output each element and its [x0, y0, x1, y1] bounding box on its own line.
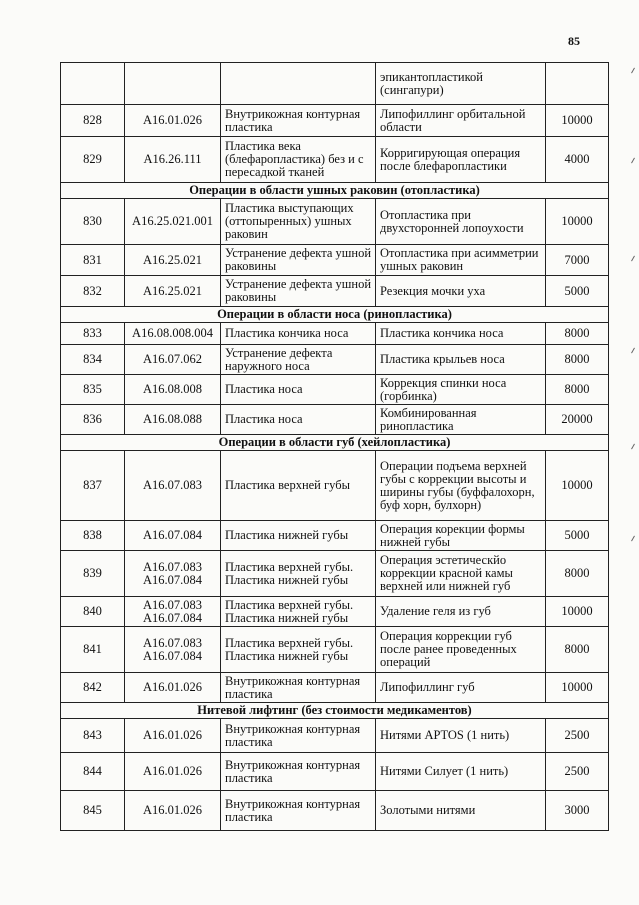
- row-number: 844: [61, 753, 125, 791]
- operation-name: Корригирующая операция после блефаропластики: [376, 137, 546, 183]
- operation-name: эпикантопластикой (сингапури): [376, 63, 546, 105]
- margin-mark: [631, 68, 635, 74]
- table-row: [61, 673, 609, 703]
- service-code: [125, 137, 221, 183]
- service-name: Пластика верхней губы. Пластика нижней губы: [221, 627, 376, 673]
- service-code: [125, 551, 221, 597]
- service-code-line: A16.01.026: [142, 803, 203, 817]
- service-code-line: A16.07.084: [142, 648, 203, 663]
- table-row: [61, 521, 609, 551]
- service-name: Пластика верхней губы. Пластика нижней губы: [221, 597, 376, 627]
- service-code: [125, 245, 221, 276]
- service-name: [221, 63, 376, 105]
- service-code: [125, 105, 221, 137]
- service-code-line: A16.07.083: [142, 597, 203, 612]
- row-number: 845: [61, 791, 125, 831]
- price-value: 10000: [546, 199, 609, 245]
- section-title: Нитевой лифтинг (без стоимости медикаментов): [61, 703, 609, 719]
- service-code-line: A16.01.026: [142, 113, 203, 127]
- row-number: 828: [61, 105, 125, 137]
- service-code-line: A16.07.083: [142, 478, 203, 492]
- operation-name: Удаление геля из губ: [376, 597, 546, 627]
- price-value: 8000: [546, 323, 609, 345]
- operation-name: Операция эстетическйо коррекции красной камы верхней или нижней губ: [376, 551, 546, 597]
- price-value: 10000: [546, 105, 609, 137]
- row-number: 838: [61, 521, 125, 551]
- row-number: [61, 63, 125, 105]
- margin-mark: [631, 158, 635, 164]
- service-code-line: A16.01.026: [142, 728, 203, 742]
- table-row: [61, 451, 609, 521]
- service-code: [125, 375, 221, 405]
- service-code: [125, 323, 221, 345]
- price-value: 4000: [546, 137, 609, 183]
- row-number: 830: [61, 199, 125, 245]
- price-list-body: [61, 63, 609, 831]
- service-code: [125, 597, 221, 627]
- price-value: 8000: [546, 627, 609, 673]
- section-title: Операции в области губ (хейлопластика): [61, 435, 609, 451]
- price-value: [546, 63, 609, 105]
- service-code: [125, 719, 221, 753]
- service-name: Внутрикожная контурная пластика: [221, 673, 376, 703]
- price-value: 2500: [546, 753, 609, 791]
- service-code-line: A16.07.083: [142, 559, 203, 574]
- operation-name: Нитями APTOS (1 нить): [376, 719, 546, 753]
- service-code: [125, 521, 221, 551]
- table-row: [61, 551, 609, 597]
- operation-name: Отопластика при асимметрии ушных раковин: [376, 245, 546, 276]
- table-row: [61, 627, 609, 673]
- operation-name: Липофиллинг губ: [376, 673, 546, 703]
- price-value: 7000: [546, 245, 609, 276]
- service-code-line: A16.25.021.001: [132, 214, 213, 228]
- row-number: 843: [61, 719, 125, 753]
- service-code-line: A16.01.026: [142, 764, 203, 778]
- table-row: [61, 199, 609, 245]
- row-number: 840: [61, 597, 125, 627]
- service-code: [125, 791, 221, 831]
- service-code-line: A16.08.008: [142, 382, 203, 396]
- table-row: [61, 597, 609, 627]
- section-header-row: [61, 307, 609, 323]
- row-number: 837: [61, 451, 125, 521]
- service-code: [125, 63, 221, 105]
- operation-name: Пластика крыльев носа: [376, 345, 546, 375]
- section-header-row: [61, 183, 609, 199]
- table-row: [61, 245, 609, 276]
- price-value: 8000: [546, 375, 609, 405]
- service-code-line: A16.25.021: [142, 283, 203, 298]
- price-value: 2500: [546, 719, 609, 753]
- service-name: Пластика выступающих (оттопыренных) ушных раковин: [221, 199, 376, 245]
- service-code-line: A16.07.062: [142, 352, 203, 366]
- service-code-line: A16.07.084: [142, 572, 203, 587]
- service-name: Пластика верхней губы. Пластика нижней губы: [221, 551, 376, 597]
- section-title: Операции в области ушных раковин (отопластика): [61, 183, 609, 199]
- service-code: [125, 673, 221, 703]
- service-name: Внутрикожная контурная пластика: [221, 719, 376, 753]
- section-header-row: [61, 435, 609, 451]
- service-code-line: A16.08.088: [142, 412, 203, 426]
- service-code-line: A16.07.083: [142, 635, 203, 650]
- row-number: 833: [61, 323, 125, 345]
- service-code-line: A16.08.008.004: [132, 326, 213, 340]
- table-row: [61, 63, 609, 105]
- operation-name: Резекция мочки уха: [376, 276, 546, 307]
- price-value: 8000: [546, 345, 609, 375]
- operation-name: Операция коррекции губ после ранее проведенных операций: [376, 627, 546, 673]
- operation-name: Операции подъема верхней губы с коррекции высоты и ширины губы (буффалохорн, буф хорн, булхорн): [376, 451, 546, 521]
- table-row: [61, 137, 609, 183]
- table-row: [61, 276, 609, 307]
- price-value: 5000: [546, 521, 609, 551]
- service-name: Пластика верхней губы: [221, 451, 376, 521]
- price-value: 5000: [546, 276, 609, 307]
- service-name: Пластика носа: [221, 375, 376, 405]
- section-header-row: [61, 703, 609, 719]
- service-code-line: A16.07.084: [142, 610, 203, 625]
- row-number: 831: [61, 245, 125, 276]
- price-value: 10000: [546, 597, 609, 627]
- section-title: Операции в области носа (ринопластика): [61, 307, 609, 323]
- operation-name: Коррекция спинки носа (горбинка): [376, 375, 546, 405]
- operation-name: Отопластика при двухсторонней лопоухости: [376, 199, 546, 245]
- price-value: 10000: [546, 673, 609, 703]
- row-number: 829: [61, 137, 125, 183]
- price-list-table: [60, 62, 609, 831]
- service-name: Пластика нижней губы: [221, 521, 376, 551]
- service-name: Пластика века (блефаропластика) без и с пересадкой тканей: [221, 137, 376, 183]
- operation-name: Липофиллинг орбитальной области: [376, 105, 546, 137]
- operation-name: Золотыми нитями: [376, 791, 546, 831]
- row-number: 842: [61, 673, 125, 703]
- service-name: Внутрикожная контурная пластика: [221, 105, 376, 137]
- price-value: 20000: [546, 405, 609, 435]
- row-number: 835: [61, 375, 125, 405]
- service-code-line: A16.25.021: [142, 252, 203, 267]
- page-number: 85: [568, 34, 580, 48]
- row-number: 839: [61, 551, 125, 597]
- service-code-line: A16.01.026: [142, 680, 203, 694]
- service-name: Устранение дефекта ушной раковины: [221, 276, 376, 307]
- service-code: [125, 345, 221, 375]
- service-code: [125, 276, 221, 307]
- service-name: Устранение дефекта ушной раковины: [221, 245, 376, 276]
- table-row: [61, 375, 609, 405]
- margin-mark: [631, 348, 635, 354]
- service-code: [125, 627, 221, 673]
- service-name: Устранение дефекта наружного носа: [221, 345, 376, 375]
- margin-mark: [631, 536, 635, 542]
- table-row: [61, 753, 609, 791]
- table-row: [61, 345, 609, 375]
- service-name: Пластика носа: [221, 405, 376, 435]
- service-name: Пластика кончика носа: [221, 323, 376, 345]
- service-code: [125, 405, 221, 435]
- table-row: [61, 719, 609, 753]
- operation-name: Комбинированная ринопластика: [376, 405, 546, 435]
- service-code-line: A16.07.084: [142, 528, 203, 542]
- service-name: Внутрикожная контурная пластика: [221, 791, 376, 831]
- table-row: [61, 791, 609, 831]
- table-row: [61, 405, 609, 435]
- price-value: 3000: [546, 791, 609, 831]
- operation-name: Нитями Силует (1 нить): [376, 753, 546, 791]
- price-value: 10000: [546, 451, 609, 521]
- table-row: [61, 105, 609, 137]
- row-number: 834: [61, 345, 125, 375]
- margin-mark: [631, 444, 635, 450]
- service-code: [125, 753, 221, 791]
- margin-mark: [631, 256, 635, 262]
- price-value: 8000: [546, 551, 609, 597]
- row-number: 832: [61, 276, 125, 307]
- row-number: 841: [61, 627, 125, 673]
- operation-name: Пластика кончика носа: [376, 323, 546, 345]
- operation-name: Операция корекции формы нижней губы: [376, 521, 546, 551]
- service-name: Внутрикожная контурная пластика: [221, 753, 376, 791]
- service-code: [125, 199, 221, 245]
- table-row: [61, 323, 609, 345]
- service-code-line: A16.26.111: [143, 152, 202, 166]
- service-code: [125, 451, 221, 521]
- row-number: 836: [61, 405, 125, 435]
